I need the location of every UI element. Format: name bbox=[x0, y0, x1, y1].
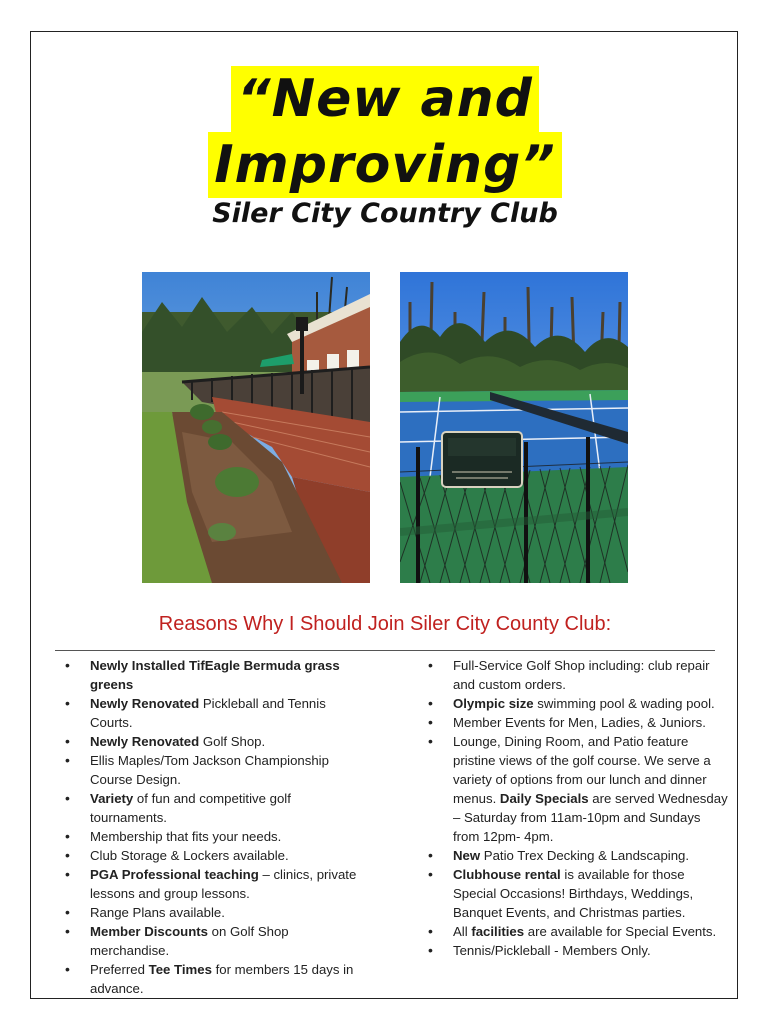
list-item: • Newly Renovated Golf Shop. bbox=[55, 732, 365, 751]
list-item: • All facilities are available for Special Events. bbox=[418, 922, 728, 941]
list-item: • Olympic size swimming pool & wading pool. bbox=[418, 694, 728, 713]
list-item: • Lounge, Dining Room, and Patio feature pristine views of the golf course. We serve a variety of options from our lunch and dinner menus. Daily Specials are served Wednesday – Saturday from 11am-10pm and Sundays from 12pm- 4pm. bbox=[418, 732, 728, 846]
club-name: Siler City Country Club bbox=[212, 198, 558, 229]
list-item: • Member Events for Men, Ladies, & Juniors. bbox=[418, 713, 728, 732]
list-item: • Newly Installed TifEagle Bermuda grass greens bbox=[55, 656, 365, 694]
reasons-list-right bbox=[418, 656, 728, 960]
list-item: • Membership that fits your needs. bbox=[55, 827, 365, 846]
list-item: • Preferred Tee Times for members 15 days in advance. bbox=[55, 960, 365, 998]
reasons-heading: Reasons Why I Should Join Siler City County Club: bbox=[158, 613, 612, 635]
divider-rule bbox=[55, 650, 715, 651]
list-item: • New Patio Trex Decking & Landscaping. bbox=[418, 846, 728, 865]
list-item: • PGA Professional teaching – clinics, private lessons and group lessons. bbox=[55, 865, 365, 903]
list-item: • Newly Renovated Pickleball and Tennis Courts. bbox=[55, 694, 365, 732]
list-item: • Tennis/Pickleball - Members Only. bbox=[418, 941, 728, 960]
list-item: • Ellis Maples/Tom Jackson Championship Course Design. bbox=[55, 751, 365, 789]
list-item: • Full-Service Golf Shop including: club repair and custom orders. bbox=[418, 656, 728, 694]
list-item: • Variety of fun and competitive golf tournaments. bbox=[55, 789, 365, 827]
tennis-court-photo bbox=[400, 272, 628, 583]
list-item: • Club Storage & Lockers available. bbox=[55, 846, 365, 865]
headline-text-2: Improving” bbox=[208, 132, 562, 198]
headline-line-2 bbox=[0, 132, 770, 198]
list-item: • Clubhouse rental is available for those Special Occasions! Birthdays, Weddings, Banquet Events, and Christmas parties. bbox=[418, 865, 728, 922]
list-item: • Member Discounts on Golf Shop merchandise. bbox=[55, 922, 365, 960]
reasons-list-left bbox=[55, 656, 365, 998]
clubhouse-patio-photo bbox=[142, 272, 370, 583]
headline-text-1: “New and bbox=[231, 66, 539, 132]
headline-line-1 bbox=[0, 66, 770, 132]
list-item: • Range Plans available. bbox=[55, 903, 365, 922]
